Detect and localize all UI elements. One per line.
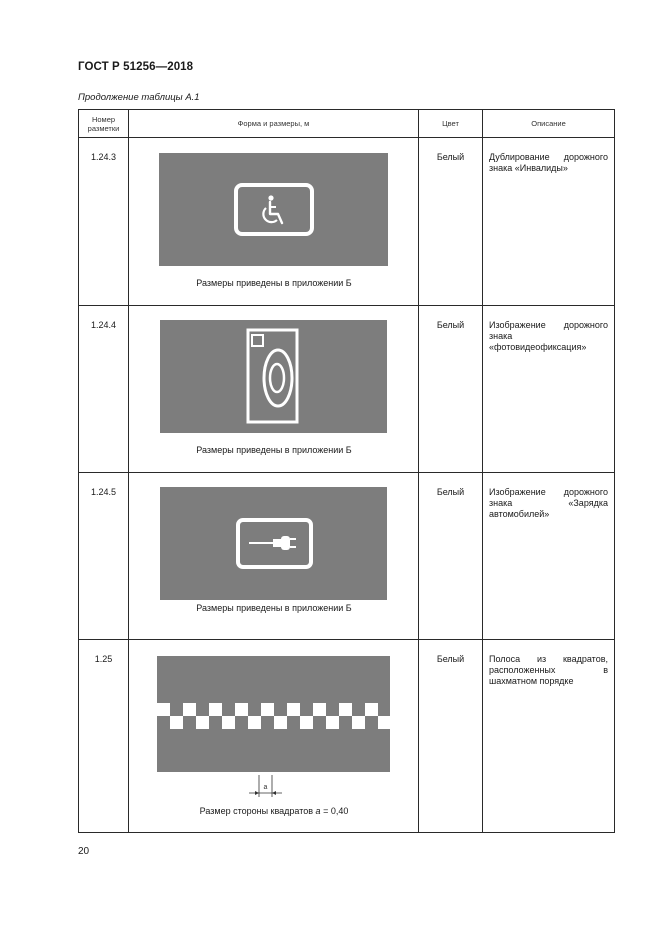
marking-description: Полоса из квадратов, расположенных в шахматном порядке <box>483 640 615 833</box>
table-row <box>79 306 615 473</box>
checker-square <box>287 703 300 716</box>
charging-plug-icon <box>160 487 387 600</box>
camera-icon <box>160 320 387 433</box>
marking-color: Белый <box>419 473 483 640</box>
checker-square <box>326 716 339 729</box>
marking-description: Дублирование дорожного знака «Инвалиды» <box>483 138 615 306</box>
checker-square <box>313 703 326 716</box>
checker-square <box>352 716 365 729</box>
road-surface-panel <box>160 320 387 433</box>
marking-number: 1.24.3 <box>79 138 129 306</box>
wheelchair-icon <box>159 153 388 266</box>
marking-color: Белый <box>419 306 483 473</box>
page-number: 20 <box>78 846 90 857</box>
marking-description: Изображение дорожного знака «Зарядка автомобилей» <box>483 473 615 640</box>
checker-square <box>274 716 287 729</box>
marking-description: Изображение дорожного знака «фотовидеофиксация» <box>483 306 615 473</box>
table-row <box>79 640 615 833</box>
marking-table <box>78 109 615 833</box>
checker-square <box>183 703 196 716</box>
marking-number: 1.24.4 <box>79 306 129 473</box>
checker-square <box>209 703 222 716</box>
checker-square <box>339 703 352 716</box>
marking-number: 1.25 <box>79 640 129 833</box>
header-number: Номер разметки <box>79 110 129 138</box>
road-surface-panel <box>159 153 388 266</box>
checker-square <box>222 716 235 729</box>
marking-color: Белый <box>419 640 483 833</box>
header-color: Цвет <box>419 110 483 138</box>
checker-square <box>196 716 209 729</box>
marking-figure-cell <box>129 306 419 473</box>
marking-number: 1.24.5 <box>79 473 129 640</box>
marking-figure-cell <box>129 138 419 306</box>
checker-square <box>300 716 313 729</box>
road-surface-panel <box>157 656 390 772</box>
figure-note: Размеры приведены в приложении Б <box>196 445 352 455</box>
checker-square <box>261 703 274 716</box>
checker-square <box>235 703 248 716</box>
dimension-label: a <box>263 784 268 791</box>
header-description: Описание <box>483 110 615 138</box>
table-row <box>79 138 615 306</box>
checker-square <box>248 716 261 729</box>
marking-color: Белый <box>419 138 483 306</box>
table-row <box>79 473 615 640</box>
marking-figure-cell <box>129 640 419 833</box>
table-header-row <box>79 110 615 138</box>
checkerboard-pattern <box>157 656 390 772</box>
table-caption: Продолжение таблицы А.1 <box>78 92 200 103</box>
checker-square <box>378 716 390 729</box>
marking-figure-cell <box>129 473 419 640</box>
standard-header: ГОСТ Р 51256—2018 <box>78 61 194 73</box>
figure-note: Размеры приведены в приложении Б <box>196 603 352 613</box>
checker-square <box>157 703 170 716</box>
checker-square <box>170 716 183 729</box>
dimension-marker <box>129 773 419 803</box>
checker-square <box>365 703 378 716</box>
road-surface-panel <box>160 487 387 600</box>
figure-note: Размеры приведены в приложении Б <box>196 278 352 288</box>
figure-note: Размер стороны квадратов a = 0,40 <box>199 806 349 816</box>
header-form: Форма и размеры, м <box>129 110 419 138</box>
